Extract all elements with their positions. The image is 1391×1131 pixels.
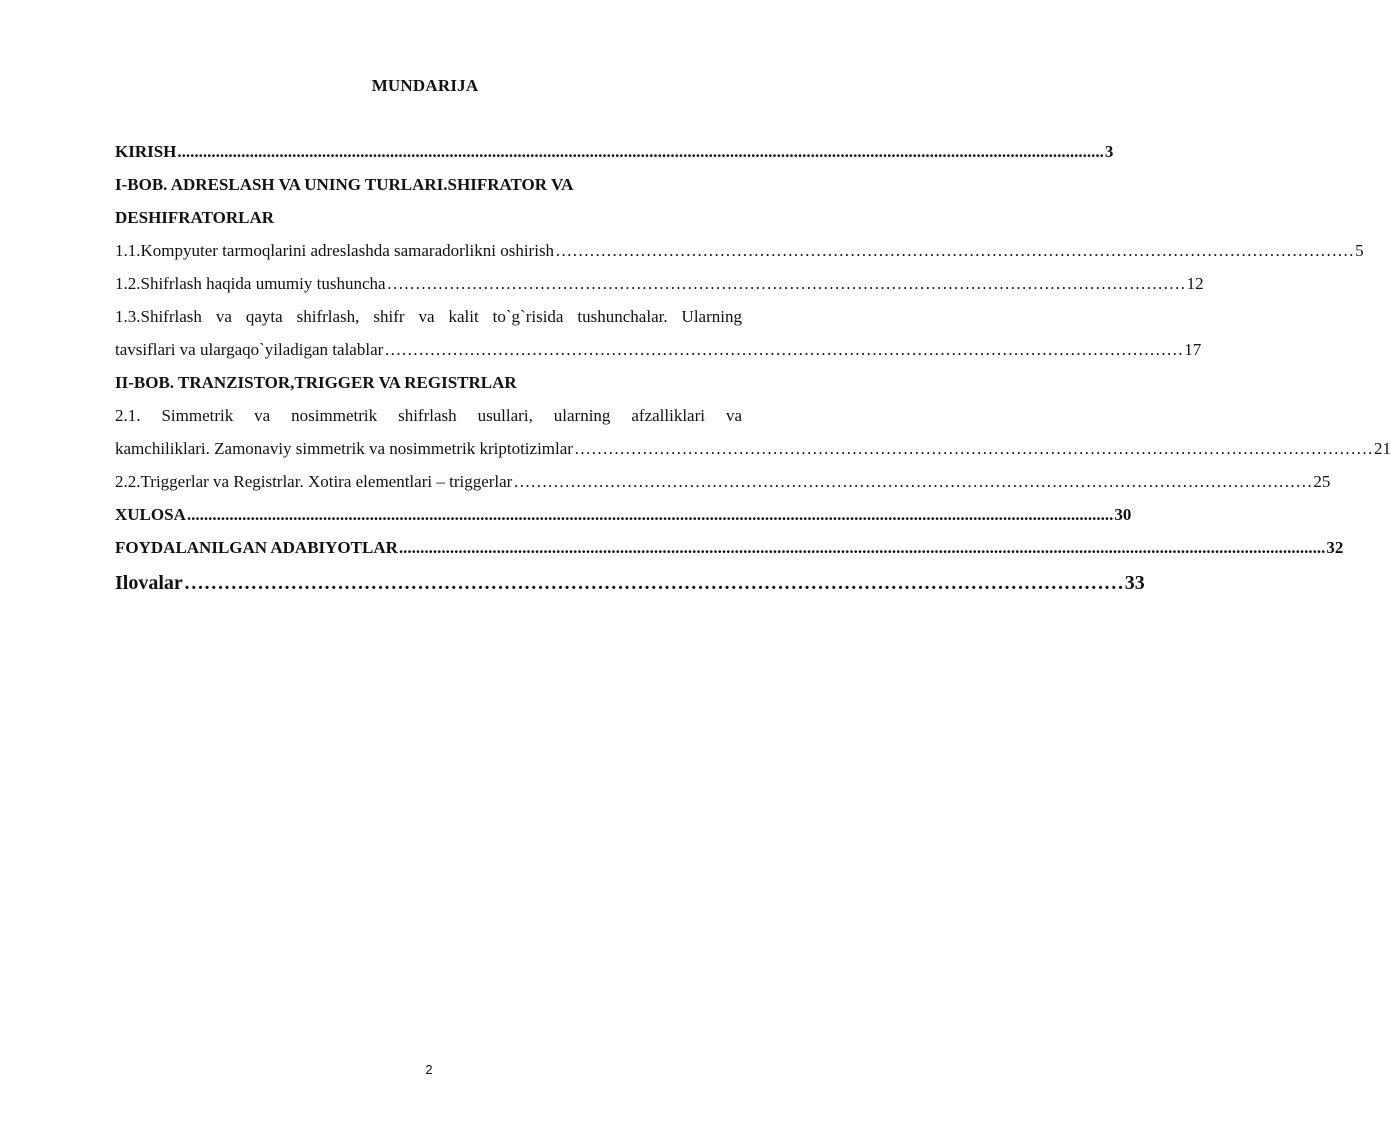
dot-leader: .......................................................................................................................................................................................................................... xyxy=(398,538,1326,557)
dot-leader: …………………………………………………………………………………………………………………………… xyxy=(513,472,1313,491)
toc-page-number: 12 xyxy=(1186,274,1204,293)
toc-entry-label: kamchiliklari. Zamonaviy simmetrik va nosimmetrik kriptotizimlar xyxy=(115,439,573,458)
toc-page-number: 33 xyxy=(1124,572,1145,594)
page-number: 2 xyxy=(425,1062,433,1077)
toc-page-number: 21 xyxy=(1373,439,1391,458)
toc-entry-label: FOYDALANILGAN ADABIYOTLAR xyxy=(115,538,398,557)
toc-entry-ilovalar[interactable] xyxy=(115,569,1145,597)
toc-entry-2-1[interactable] xyxy=(115,404,1391,461)
toc-entry-1-2[interactable] xyxy=(115,272,1204,296)
toc-entry-label-line: 1.3.Shifrlash va qayta shifrlash, shifr va kalit to`g`risida tushunchalar. Ularning xyxy=(115,307,742,326)
toc-entry-1-3[interactable] xyxy=(115,305,1202,362)
toc-entry-label-line: 2.1. Simmetrik va nosimmetrik shifrlash usullari, ularning afzalliklari va xyxy=(115,406,742,425)
toc-chapter-1[interactable] xyxy=(115,173,742,230)
chapter-title-line: DESHIFRATORLAR xyxy=(115,208,275,227)
dot-leader: .......................................................................................................................................................................................................................... xyxy=(186,505,1114,524)
dot-leader: .......................................................................................................................................................................................................................... xyxy=(177,142,1104,161)
toc-page-number: 32 xyxy=(1326,538,1344,557)
toc-entry-kirish[interactable] xyxy=(115,140,1114,164)
toc-entry-1-1[interactable] xyxy=(115,239,1364,263)
toc-entry-label: tavsiflari va ulargaqo`yiladigan talablar xyxy=(115,340,384,359)
dot-leader: …………………………………………………………………………………………………………………………… xyxy=(573,439,1373,458)
dot-leader: …………………………………………………………………………………………………………………………… xyxy=(555,241,1355,260)
toc-chapter-2[interactable] xyxy=(115,371,742,395)
toc-entry-label: 1.1.Kompyuter tarmoqlarini adreslashda samaradorlikni oshirish xyxy=(115,241,555,260)
toc-page-number: 17 xyxy=(1184,340,1202,359)
toc-entry-foydalanilgan-adabiyotlar[interactable] xyxy=(115,536,1344,560)
toc-entry-xulosa[interactable] xyxy=(115,503,1132,527)
chapter-title: . TRANZISTOR,TRIGGER VA REGISTRLAR xyxy=(169,373,517,392)
toc-entry-2-2[interactable] xyxy=(115,470,1331,494)
toc-entry-label: XULOSA xyxy=(115,505,186,524)
table-of-contents xyxy=(115,140,1391,606)
toc-page-number: 25 xyxy=(1313,472,1331,491)
dot-leader: …………………………………………………………………………………………………………………………… xyxy=(384,340,1184,359)
chapter-prefix: II-BOB xyxy=(115,373,170,392)
toc-entry-continuation xyxy=(115,437,1391,461)
toc-entry-continuation xyxy=(115,338,1202,362)
toc-entry-label: KIRISH xyxy=(115,142,177,161)
page-title: MUNDARIJA xyxy=(371,76,479,95)
toc-page-number: 5 xyxy=(1355,241,1364,260)
toc-page-number: 30 xyxy=(1114,505,1132,524)
dot-leader: …………………………………………………………………………………………………………………………… xyxy=(386,274,1186,293)
toc-entry-label: 1.2.Shifrlash haqida umumiy tushuncha xyxy=(115,274,386,293)
toc-entry-label: Ilovalar xyxy=(115,572,183,594)
dot-leader: …………………………………………………………………………………………………………………………… xyxy=(183,572,1124,594)
toc-entry-label: 2.2.Triggerlar va Registrlar. Xotira elementlari – triggerlar xyxy=(115,472,513,491)
chapter-title-line: I-BOB. ADRESLASH VA UNING TURLARI.SHIFRATOR VA xyxy=(115,175,574,194)
toc-page-number: 3 xyxy=(1104,142,1114,161)
